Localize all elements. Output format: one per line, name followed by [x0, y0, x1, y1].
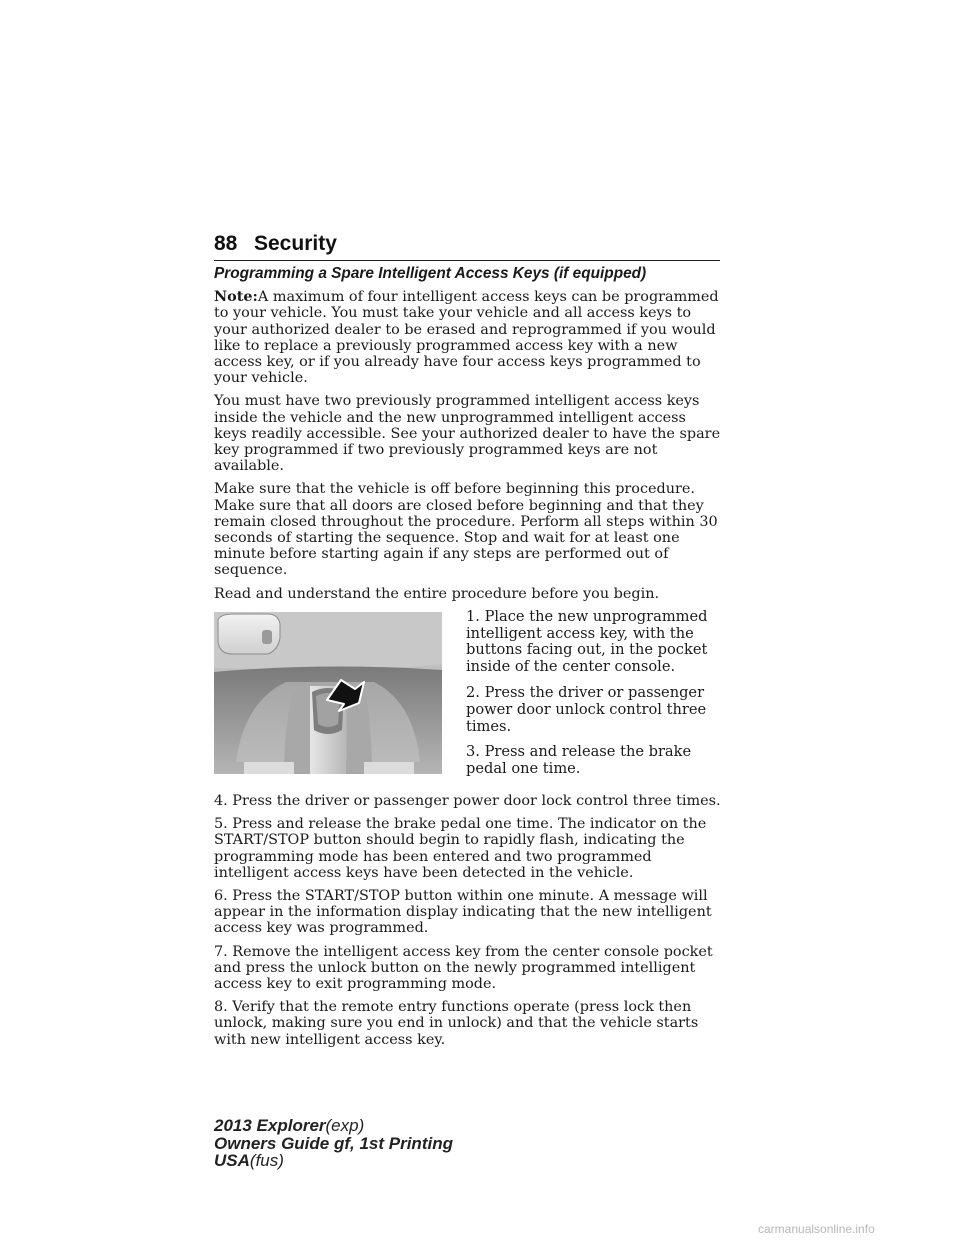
- watermark: carmanualsonline.info: [758, 1222, 875, 1236]
- page-footer: [214, 1117, 453, 1170]
- step-5: 5. Press and release the brake pedal one time. The indicator on the START/STOP button should begin to rapidly flash, indicating the programming mode has been entered and two programmed intelligent access keys have been detected in the vehicle.: [214, 816, 707, 881]
- paragraph-procedure-conditions: Make sure that the vehicle is off before beginning this procedure. Make sure that all doors are closed before beginning and that they remain closed throughout the procedure. Perform all steps within 30 seconds of starting the sequence. Stop and wait for at least one minute before starting again if any steps are performed out of sequence.: [214, 481, 718, 579]
- step-2: 2. Press the driver or passenger power door unlock control three times.: [466, 684, 707, 735]
- subheading: Programming a Spare Intelligent Access Keys (if equipped): [214, 265, 647, 282]
- footer-market-line: [214, 1152, 453, 1170]
- step-1: 1. Place the new unprogrammed intelligent access key, with the buttons facing out, in the pocket inside of the center console.: [466, 607, 708, 676]
- note-label: Note:: [214, 288, 258, 306]
- note-paragraph: [214, 289, 722, 386]
- center-console-pocket-illustration: [214, 612, 442, 774]
- step-3: 3. Press and release the brake pedal one time.: [466, 743, 692, 778]
- page-number: 88: [214, 232, 238, 255]
- step-4: 4. Press the driver or passenger power door lock control three times.: [214, 793, 721, 810]
- note-text: A maximum of four intelligent access keys can be programmed to your vehicle. You must take your vehicle and all access keys to your authorized dealer to be erased and reprogrammed if you would like to replace a previously programmed access key with a new access key, or if you already have four access keys programmed to your vehicle.: [214, 289, 719, 387]
- step-8: 8. Verify that the remote entry functions operate (press lock then unlock, making sure you end in unlock) and that the vehicle starts with new intelligent access key.: [214, 999, 699, 1048]
- step-7: 7. Remove the intelligent access key from the center console pocket and press the unlock button on the newly programmed intelligent access key to exit programming mode.: [214, 943, 713, 993]
- footer-model-line: [214, 1117, 453, 1135]
- step-6: 6. Press the START/STOP button within one minute. A message will appear in the information display indicating that the new intelligent access key was programmed.: [214, 888, 712, 937]
- page-header: [214, 230, 720, 261]
- side-steps: [466, 609, 722, 787]
- paragraph-keys-required: You must have two previously programmed intelligent access keys inside the vehicle and the new unprogrammed intelligent access keys readily accessible. See your authorized dealer to have the spare key programmed if two previously programmed keys are not available.: [214, 393, 721, 475]
- page-content: [214, 266, 722, 1055]
- paragraph-read-procedure: Read and understand the entire procedure before you begin.: [214, 585, 660, 602]
- footer-guide-line: Owners Guide gf, 1st Printing: [214, 1133, 453, 1153]
- footer-model: 2013 Explorer: [214, 1116, 326, 1135]
- footer-model-code: (exp): [325, 1116, 365, 1135]
- section-title: Security: [254, 232, 337, 255]
- footer-market-code: (fus): [249, 1151, 284, 1170]
- figure-row: [214, 609, 722, 787]
- footer-market: USA: [214, 1151, 250, 1170]
